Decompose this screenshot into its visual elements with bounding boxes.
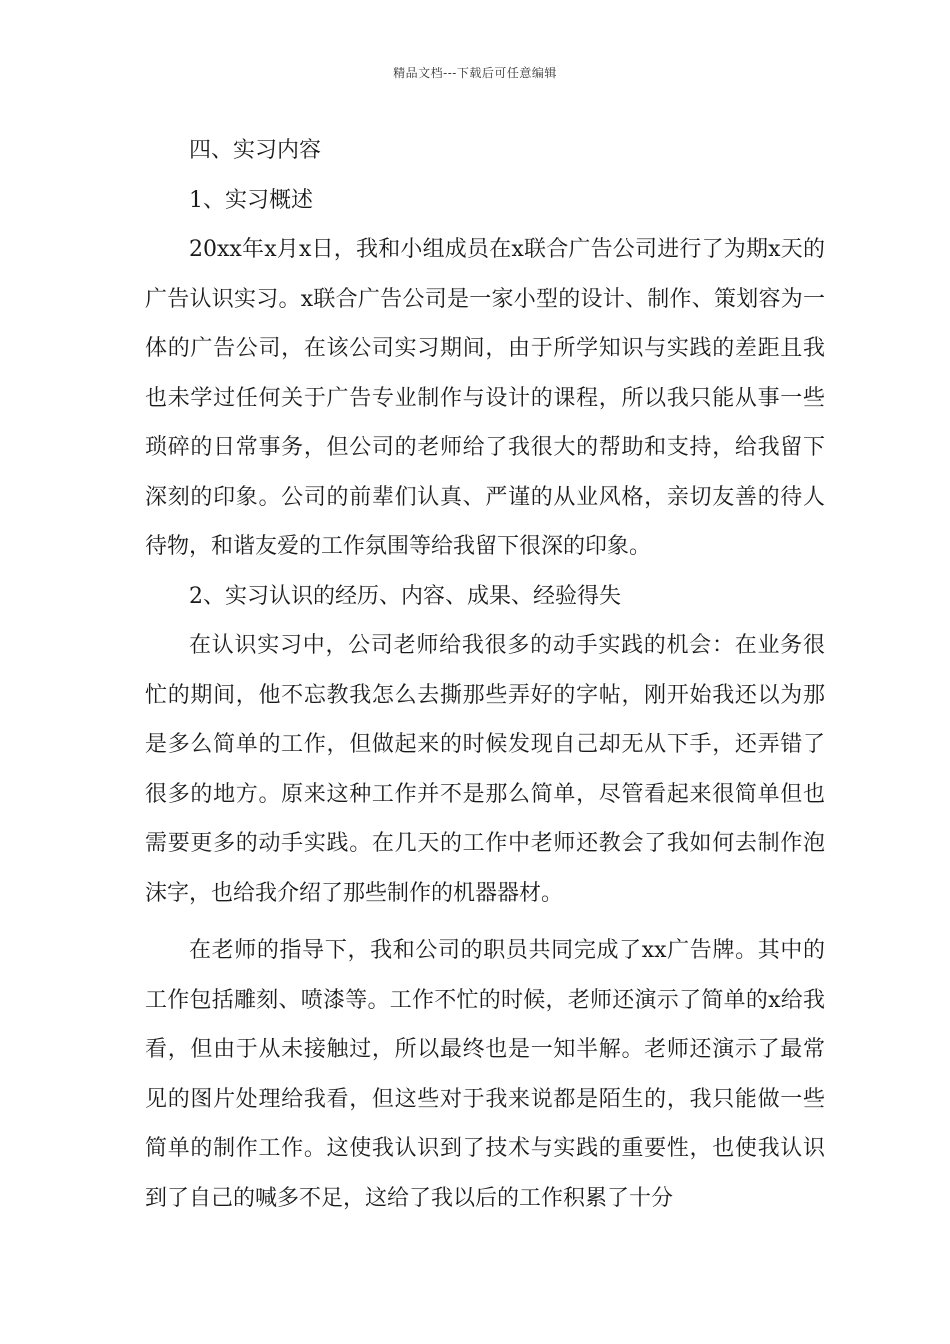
paragraph-1: 20xx年x月x日，我和小组成员在x联合广告公司进行了为期x天的广告认识实习。x联合广告公司是一家小型的设计、制作、策划容为一体的广告公司，在该公司实习期间，由于所学知识与实践的差距且我也未学过任何关于广告专业制作与设计的课程，所以我只能从事一些琐碎的日常事务，但公司的老师给了我很大的帮助和支持，给我留下深刻的印象。公司的前辈们认真、严谨的从业风格，亲切友善的待人待物，和谐友爱的工作氛围等给我留下很深的印象。 (145, 237, 825, 559)
document-body (145, 126, 825, 1223)
paragraph-3: 在老师的指导下，我和公司的职员共同完成了xx广告牌。其中的工作包括雕刻、喷漆等。工作不忙的时候，老师还演示了简单的x给我看，但由于从未接触过，所以最终也是一知半解。老师还演示了最常见的图片处理给我看，但这些对于我来说都是陌生的，我只能做一些简单的制作工作。这使我认识到了技术与实践的重要性，也使我认识到了自己的喊多不足，这给了我以后的工作积累了十分 (145, 938, 825, 1211)
paragraph-2: 在认识实习中，公司老师给我很多的动手实践的机会：在业务很忙的期间，他不忘教我怎么去撕那些弄好的字帖，刚开始我还以为那是多么简单的工作，但做起来的时候发现自己却无从下手，还弄错了很多的地方。原来这种工作并不是那么简单，尽管看起来很简单但也需要更多的动手实践。在几天的工作中老师还教会了我如何去制作泡沫字，也给我介绍了那些制作的机器器材。 (145, 633, 825, 906)
page-header: 精品文档---下载后可任意编辑 (393, 66, 557, 80)
subsection-title-1: 1、实习概述 (189, 187, 313, 213)
section-title: 四、实习内容 (189, 138, 322, 163)
subsection-title-2: 2、实习认识的经历、内容、成果、经验得失 (189, 583, 621, 609)
